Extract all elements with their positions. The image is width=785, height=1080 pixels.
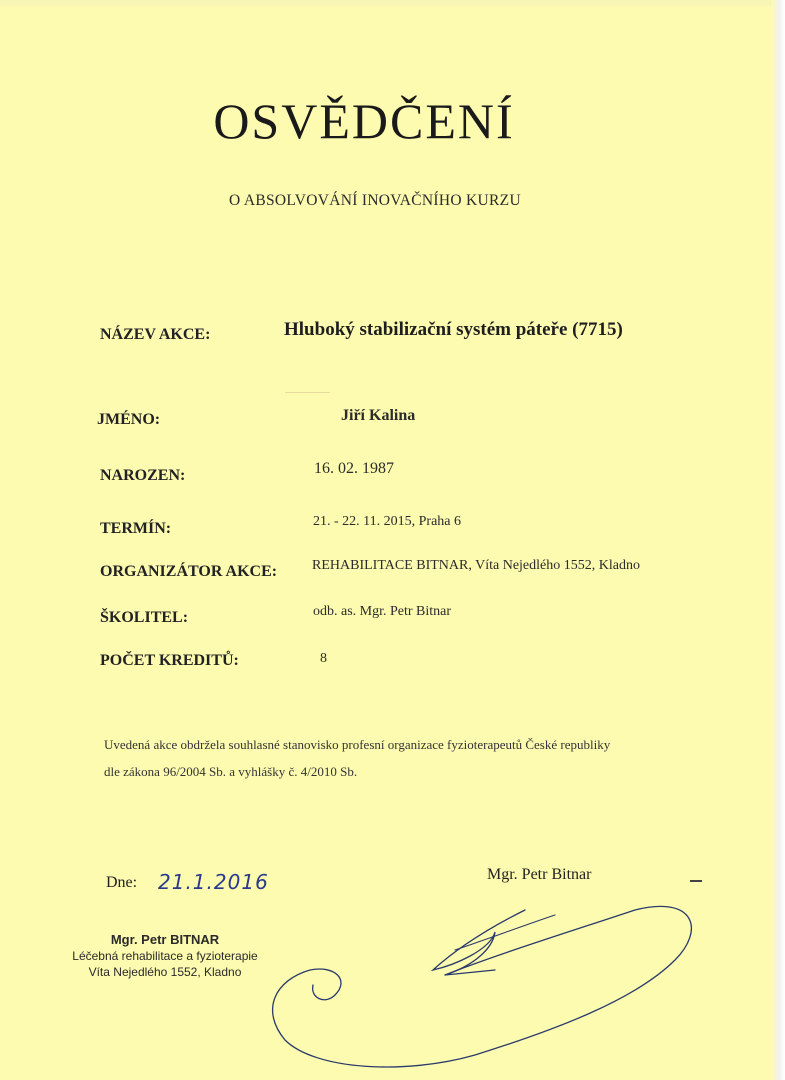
value-born: 16. 02. 1987 <box>314 460 394 477</box>
stamp-line-2: Léčebná rehabilitace a fyzioterapie <box>72 949 258 963</box>
label-event-name: NÁZEV AKCE: <box>100 326 211 343</box>
label-credits: POČET KREDITŮ: <box>100 652 239 669</box>
label-term: TERMÍN: <box>100 520 172 537</box>
value-term: 21. - 22. 11. 2015, Praha 6 <box>313 514 462 529</box>
note-line-1: Uvedená akce obdržela souhlasné stanovisko profesní organizace fyzioterapeutů České republiky <box>104 737 611 752</box>
signature-icon <box>255 870 715 1070</box>
signer-name: Mgr. Petr Bitnar <box>487 866 592 883</box>
label-name: JMÉNO: <box>97 411 161 428</box>
label-trainer: ŠKOLITEL: <box>100 609 189 626</box>
label-organizer: ORGANIZÁTOR AKCE: <box>100 563 278 580</box>
handwritten-date: 21.1.2016 <box>158 870 269 894</box>
note-line-2: dle zákona 96/2004 Sb. a vyhlášky č. 4/2010 Sb. <box>104 764 358 779</box>
value-event-name: Hluboký stabilizační systém páteře (7715) <box>284 319 623 340</box>
stamp <box>70 932 260 980</box>
date-label: Dne: <box>106 874 138 891</box>
certificate-subtitle: O ABSOLVOVÁNÍ INOVAČNÍHO KURZU <box>229 192 521 209</box>
value-trainer: odb. as. Mgr. Petr Bitnar <box>313 604 452 619</box>
page-right-edge <box>771 0 785 1080</box>
certificate-title: OSVĚDČENÍ <box>213 93 515 149</box>
page-top-edge <box>0 0 785 6</box>
faint-mark <box>285 392 330 393</box>
label-born: NAROZEN: <box>100 467 186 484</box>
stamp-name: Mgr. Petr BITNAR <box>110 932 220 947</box>
value-credits: 8 <box>320 651 327 666</box>
value-name: Jiří Kalina <box>341 407 416 424</box>
value-organizer: REHABILITACE BITNAR, Víta Nejedlého 1552, Kladno <box>312 558 640 573</box>
stamp-line-3: Víta Nejedlého 1552, Kladno <box>88 965 242 979</box>
